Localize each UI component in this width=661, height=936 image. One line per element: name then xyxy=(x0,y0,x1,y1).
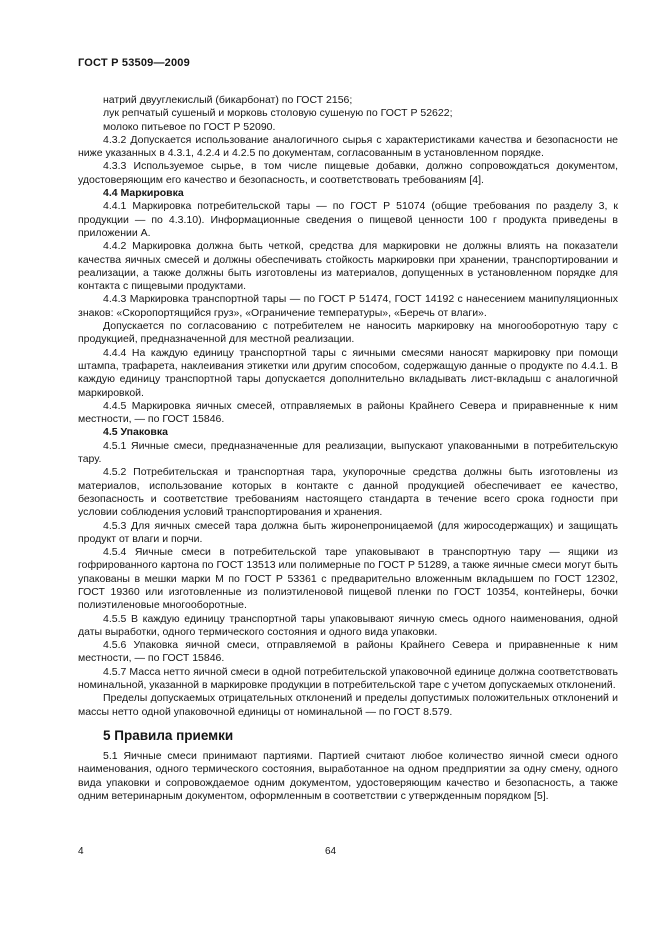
clause-paragraph: 4.4.1 Маркировка потребительской тары — по ГОСТ Р 51074 (общие требования по разделу 3, к продукции — по 4.3.10). Информационные сведения о пищевой ценности 100 г продукта приведены в приложении А. xyxy=(78,200,618,239)
clause-paragraph: 4.5.5 В каждую единицу транспортной тары упаковывают яичную смесь одного наименования, одной даты выработки, одного термического состояния и одного вида упаковки. xyxy=(78,612,618,638)
subheading: 4.5 Упаковка xyxy=(103,426,168,439)
clause-paragraph: 4.3.2 Допускается использование аналогичного сырья с характеристиками качества и безопасности не ниже указанных в 4.3.1, 4.2.4 и 4.2.5 по документам, согласованным в установленном порядке. xyxy=(78,133,618,160)
clause-paragraph: 4.5.6 Упаковка яичной смеси, отправляемой в районы Крайнего Севера и приравненные к ним местности, — по ГОСТ 15846. xyxy=(78,639,618,665)
clause-paragraph: 4.4.2 Маркировка должна быть четкой, средства для маркировки не должны влиять на показатели качества яичных смесей и должны обеспечивать стойкость маркировки при хранении, транспортировании и реализации, а также должны быть изготовлены из материалов, допущенных в установленном порядке для контакта с пищевыми продуктами. xyxy=(78,240,618,293)
clause-paragraph: 4.4.3 Маркировка транспортной тары — по ГОСТ Р 51474, ГОСТ 14192 с нанесением манипуляционных знаков: «Скоропортящийся груз», «Ограничение температуры», «Беречь от влаги». xyxy=(78,293,618,319)
clause-paragraph: Пределы допускаемых отрицательных отклонений и пределы допустимых положительных отклонений и массы нетто одной упаковочной единицы от номинальной — по ГОСТ 8.579. xyxy=(78,692,618,718)
clause-paragraph: 4.4.4 На каждую единицу транспортной тары с яичными смесями наносят маркировку при помощи штампа, трафарета, наклеивания этикетки или другим способом, содержащую данные о продукте по 4.4.1. В каждую единицу транспортной тары допускается дополнительно вкладывать лист-вкладыш с аналогичной маркировкой. xyxy=(78,346,618,399)
subheading: 4.4 Маркировка xyxy=(103,187,184,200)
clause-paragraph: 4.5.1 Яичные смеси, предназначенные для реализации, выпускают упакованными в потребительскую тару. xyxy=(78,439,618,466)
clause-paragraph: 4.5.7 Масса нетто яичной смеси в одной потребительской упаковочной единице должна соответствовать номинальной, указанной в маркировке продукции в потребительской таре с учетом допускаемых отклонений. xyxy=(78,665,618,692)
lead-line: натрий двууглекислый (бикарбонат) по ГОСТ 2156; xyxy=(103,94,353,106)
clause-paragraph: 4.5.4 Яичные смеси в потребительской таре упаковывают в транспортную тару — ящики из гофрированного картона по ГОСТ 13513 или полимерные по ГОСТ Р 51289, а также яичные смеси могут быть упакованы в мешки марки М по ГОСТ Р 53361 с предварительно вложенным вкладышем по ГОСТ 12302, ГОСТ 19360 или изготовленные из полиэтиленовой пищевой пленки по ГОСТ 10354, контейнеры, бочки полиэтиленовые многооборотные. xyxy=(78,546,618,612)
lead-line: лук репчатый сушеный и морковь столовую сушеную по ГОСТ Р 52622; xyxy=(103,107,453,120)
clause-paragraph: Допускается по согласованию с потребителем не наносить маркировку на многооборотную тару с продукцией, предназначенной для местной реализации. xyxy=(78,320,618,346)
clause-paragraph: 5.1 Яичные смеси принимают партиями. Партией считают любое количество яичной смеси одного наименования, одного термического состояния, выработанное на одном предприятии за одну смену, одного вида упаковки и сопровождаемое одним документом, удостоверяющим качество и безопасность, а также одним ветеринарным документом, оформленным в соответствии с утвержденным порядком [5]. xyxy=(78,749,618,802)
clause-paragraph: 4.5.3 Для яичных смесей тара должна быть жиронепроницаемой (для жиросодержащих) и защищать продукт от влаги и порчи. xyxy=(78,519,618,545)
page-number-left: 4 xyxy=(78,846,84,857)
page-number-center: 64 xyxy=(324,846,337,857)
lead-line: молоко питьевое по ГОСТ Р 52090. xyxy=(103,120,276,133)
clause-paragraph: 4.5.2 Потребительская и транспортная тара, укупорочные средства должны быть изготовлены из материалов, использование которых в контакте с данной продукцией обеспечивает ее качество, безопасность и соответствие требованиям настоящего стандарта в течение всего срока годности при условии соблюдения условий транспортирования и хранения. xyxy=(78,466,618,519)
section-heading: 5 Правила приемки xyxy=(103,727,234,743)
clause-paragraph: 4.4.5 Маркировка яичных смесей, отправляемых в районы Крайнего Севера и приравненные к ним местности, — по ГОСТ 15846. xyxy=(78,399,618,426)
clause-paragraph: 4.3.3 Используемое сырье, в том числе пищевые добавки, должно сопровождаться документом, удостоверяющим его качество и безопасность, и соответствовать требованиям [4]. xyxy=(78,160,618,186)
document-body xyxy=(78,94,618,803)
running-header: ГОСТ Р 53509—2009 xyxy=(78,57,190,69)
